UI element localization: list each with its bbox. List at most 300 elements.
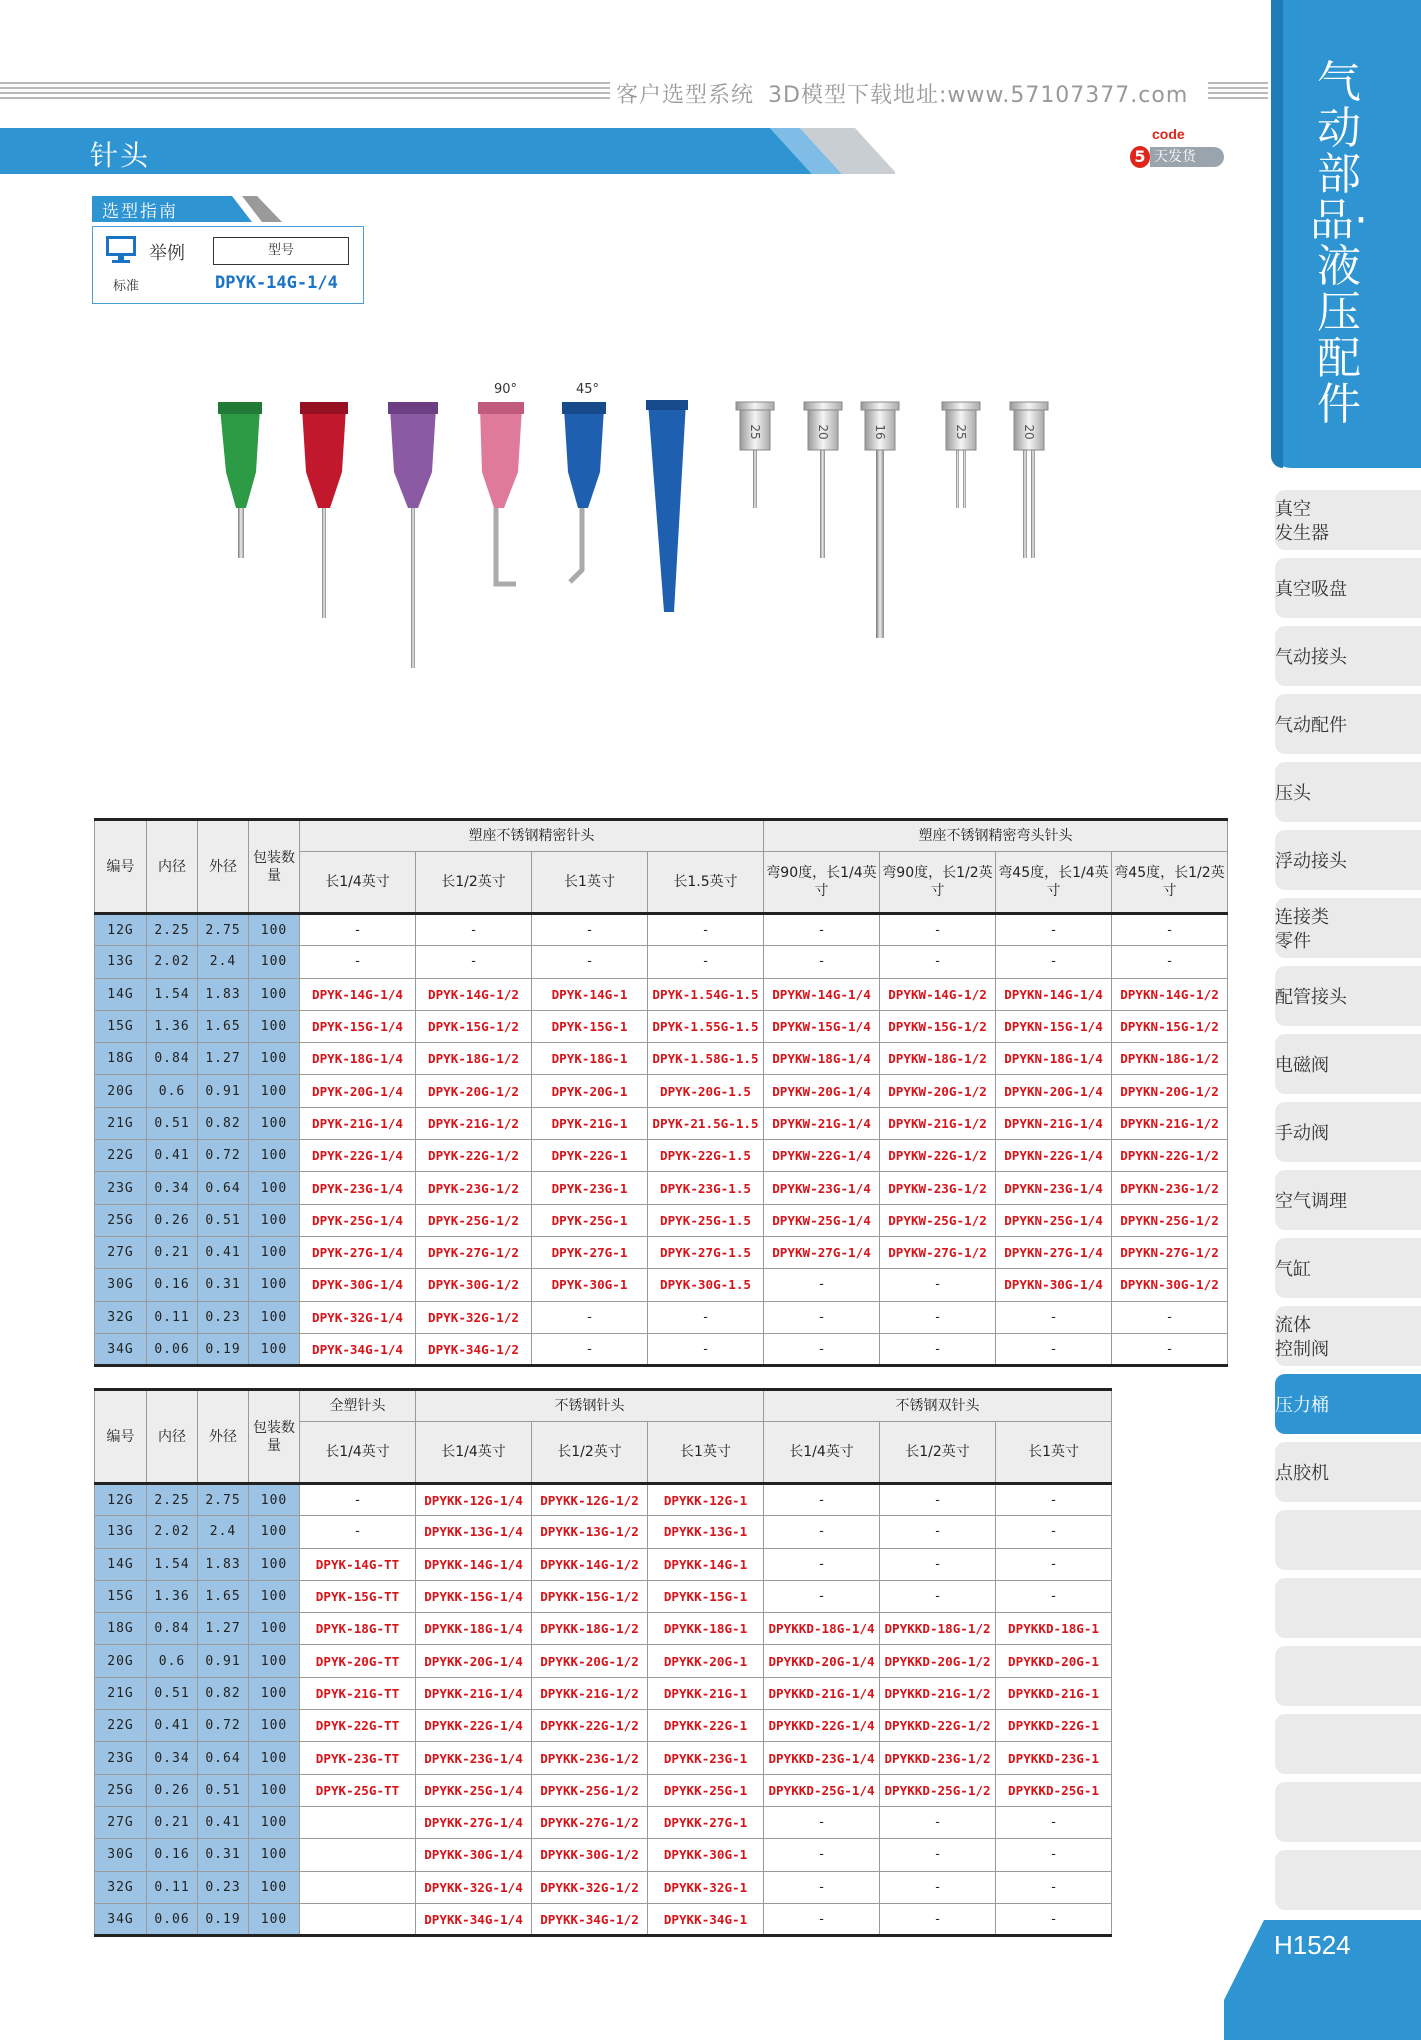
spec-cell: 0.41 bbox=[147, 1140, 198, 1172]
spec-cell: 100 bbox=[249, 1742, 300, 1774]
sidebar-item-label: 零件 bbox=[1275, 931, 1311, 952]
model-number-cell: DPYKK-18G-1/4 bbox=[416, 1613, 532, 1645]
model-number-cell: - bbox=[996, 1333, 1112, 1365]
model-number-cell: DPYKN-23G-1/4 bbox=[996, 1172, 1112, 1204]
sidebar-item-label: 电磁阀 bbox=[1275, 1055, 1329, 1076]
spec-cell: 100 bbox=[249, 978, 300, 1010]
model-number-cell: DPYKN-14G-1/4 bbox=[996, 978, 1112, 1010]
model-number-cell: - bbox=[880, 1301, 996, 1333]
col-length-5: 长1/2英寸 bbox=[880, 1422, 996, 1484]
model-number-cell: - bbox=[532, 946, 648, 978]
model-number-cell: DPYK-21.5G-1.5 bbox=[648, 1107, 764, 1139]
category-title-block bbox=[1271, 0, 1421, 468]
model-number-cell: - bbox=[996, 1516, 1112, 1548]
gauge-cell: 20G bbox=[95, 1645, 147, 1677]
model-number-cell: DPYK-25G-1/4 bbox=[300, 1204, 416, 1236]
sidebar-item-10[interactable] bbox=[1275, 1170, 1421, 1230]
model-number-cell: DPYKK-21G-1/4 bbox=[416, 1677, 532, 1709]
model-number-cell: DPYK-15G-TT bbox=[300, 1580, 416, 1612]
gauge-cell: 27G bbox=[95, 1806, 147, 1838]
category-title: 气动部品·液压配件 bbox=[1310, 57, 1368, 430]
spec-cell: 0.51 bbox=[198, 1774, 249, 1806]
model-number-cell: - bbox=[532, 1333, 648, 1365]
model-number-cell: DPYKKD-20G-1/2 bbox=[880, 1645, 996, 1677]
model-number-cell: - bbox=[880, 946, 996, 978]
gauge-cell: 15G bbox=[95, 1010, 147, 1042]
spec-cell: 1.54 bbox=[147, 1548, 198, 1580]
model-number-cell: - bbox=[996, 946, 1112, 978]
model-number-cell: DPYKK-21G-1/2 bbox=[532, 1677, 648, 1709]
model-number-cell: - bbox=[648, 1301, 764, 1333]
model-number-cell: DPYKK-23G-1 bbox=[648, 1742, 764, 1774]
gauge-cell: 23G bbox=[95, 1742, 147, 1774]
model-number-cell: DPYKK-27G-1/4 bbox=[416, 1806, 532, 1838]
model-number-cell: DPYK-22G-TT bbox=[300, 1710, 416, 1742]
sidebar-item-3[interactable] bbox=[1275, 694, 1421, 754]
sidebar-item-9[interactable] bbox=[1275, 1102, 1421, 1162]
sidebar-item-empty[interactable] bbox=[1275, 1578, 1421, 1638]
gauge-cell: 32G bbox=[95, 1301, 147, 1333]
model-number-cell: - bbox=[996, 1301, 1112, 1333]
model-number-cell: - bbox=[880, 1871, 996, 1903]
gauge-label: 25 bbox=[748, 424, 762, 440]
precision-needle-table bbox=[94, 818, 1228, 1367]
spec-cell: 0.51 bbox=[147, 1107, 198, 1139]
spec-cell: 0.82 bbox=[198, 1107, 249, 1139]
model-number-cell: DPYKKD-23G-1/2 bbox=[880, 1742, 996, 1774]
col-inner-diameter: 内径 bbox=[147, 1390, 198, 1484]
selection-system-label[interactable]: 客户选型系统 bbox=[616, 83, 755, 108]
model-number-cell: DPYKK-22G-1/4 bbox=[416, 1710, 532, 1742]
model-number-cell: DPYKKD-21G-1 bbox=[996, 1677, 1112, 1709]
model-number-cell: - bbox=[880, 1839, 996, 1871]
model-number-cell: DPYKK-22G-1/2 bbox=[532, 1710, 648, 1742]
spec-cell: 100 bbox=[249, 1204, 300, 1236]
model-number-cell: DPYKN-25G-1/4 bbox=[996, 1204, 1112, 1236]
model-number-cell: DPYK-14G-1/2 bbox=[416, 978, 532, 1010]
model-number-cell: DPYKK-34G-1/2 bbox=[532, 1903, 648, 1935]
steel-needle-16 bbox=[861, 402, 899, 638]
spec-cell: 0.41 bbox=[198, 1806, 249, 1838]
sidebar-item-5[interactable] bbox=[1275, 830, 1421, 890]
col-length-1: 长1/4英寸 bbox=[416, 1422, 532, 1484]
spec-cell: 100 bbox=[249, 1484, 300, 1516]
spec-cell: 100 bbox=[249, 1333, 300, 1365]
model-number-cell: DPYKK-22G-1 bbox=[648, 1710, 764, 1742]
table-row bbox=[95, 1871, 1112, 1903]
model-number-cell: DPYKW-27G-1/2 bbox=[880, 1236, 996, 1268]
model-number-cell: - bbox=[880, 1903, 996, 1935]
sidebar-item-8[interactable] bbox=[1275, 1034, 1421, 1094]
model-number-cell: DPYKKD-18G-1 bbox=[996, 1613, 1112, 1645]
spec-cell: 0.6 bbox=[147, 1645, 198, 1677]
model-number-cell: - bbox=[416, 946, 532, 978]
col-length-0: 长1/4英寸 bbox=[300, 1422, 416, 1484]
model-number-cell: - bbox=[300, 1516, 416, 1548]
gauge-cell: 22G bbox=[95, 1140, 147, 1172]
model-number-cell: DPYKK-27G-1 bbox=[648, 1806, 764, 1838]
gauge-cell: 25G bbox=[95, 1204, 147, 1236]
spec-cell: 100 bbox=[249, 1548, 300, 1580]
spec-cell: 0.16 bbox=[147, 1839, 198, 1871]
spec-cell: 1.36 bbox=[147, 1010, 198, 1042]
table-row bbox=[95, 1075, 1228, 1107]
model-number-cell: DPYKW-18G-1/2 bbox=[880, 1043, 996, 1075]
sidebar-item-empty[interactable] bbox=[1275, 1646, 1421, 1706]
model-number-cell: DPYKN-15G-1/4 bbox=[996, 1010, 1112, 1042]
model-number-cell: - bbox=[996, 1580, 1112, 1612]
gauge-cell: 15G bbox=[95, 1580, 147, 1612]
spec-cell: 0.11 bbox=[147, 1301, 198, 1333]
sidebar-item-label: 配管接头 bbox=[1275, 987, 1347, 1008]
model-number-cell: DPYKKD-22G-1 bbox=[996, 1710, 1112, 1742]
sidebar-item-label: 浮动接头 bbox=[1275, 851, 1347, 872]
model-number-cell: DPYKK-20G-1/4 bbox=[416, 1645, 532, 1677]
spec-cell: 100 bbox=[249, 1516, 300, 1548]
spec-cell: 2.25 bbox=[147, 1484, 198, 1516]
spec-cell: 0.26 bbox=[147, 1774, 198, 1806]
col-length-2: 长1/2英寸 bbox=[532, 1422, 648, 1484]
model-number-cell: DPYK-25G-TT bbox=[300, 1774, 416, 1806]
computer-icon bbox=[105, 235, 141, 265]
purple-needle bbox=[388, 402, 438, 668]
gauge-cell: 30G bbox=[95, 1839, 147, 1871]
model-number-cell: DPYKN-23G-1/2 bbox=[1112, 1172, 1228, 1204]
model-number-cell: - bbox=[996, 1548, 1112, 1580]
col-length-5: 弯90度，长1/2英寸 bbox=[880, 852, 996, 914]
model-number-cell: - bbox=[880, 1333, 996, 1365]
model-number-cell: - bbox=[1112, 946, 1228, 978]
model-number-cell: DPYKN-21G-1/2 bbox=[1112, 1107, 1228, 1139]
sidebar-item-label: 点胶机 bbox=[1275, 1463, 1329, 1484]
spec-cell: 100 bbox=[249, 1580, 300, 1612]
model-number-cell: DPYKW-20G-1/4 bbox=[764, 1075, 880, 1107]
model-number-cell: DPYK-18G-TT bbox=[300, 1613, 416, 1645]
spec-cell: 0.84 bbox=[147, 1043, 198, 1075]
model-number-cell: DPYK-20G-TT bbox=[300, 1645, 416, 1677]
model-number-cell: DPYK-14G-TT bbox=[300, 1548, 416, 1580]
spec-cell: 1.27 bbox=[198, 1613, 249, 1645]
gauge-cell: 18G bbox=[95, 1043, 147, 1075]
sidebar-item-empty[interactable] bbox=[1275, 1714, 1421, 1774]
model-number-cell: DPYKK-27G-1/2 bbox=[532, 1806, 648, 1838]
model-number-cell: DPYK-30G-1 bbox=[532, 1269, 648, 1301]
model-number-cell: - bbox=[764, 1580, 880, 1612]
model-number-cell: DPYK-23G-TT bbox=[300, 1742, 416, 1774]
spec-cell: 0.23 bbox=[198, 1301, 249, 1333]
spec-cell: 0.51 bbox=[198, 1204, 249, 1236]
model-number-cell: DPYKKD-22G-1/2 bbox=[880, 1710, 996, 1742]
model-number-cell: DPYKK-32G-1 bbox=[648, 1871, 764, 1903]
gauge-label: 20 bbox=[816, 424, 830, 440]
sidebar-item-label: 真空 bbox=[1275, 499, 1311, 520]
spec-cell: 100 bbox=[249, 1269, 300, 1301]
page-number-tab bbox=[1224, 1920, 1421, 2040]
model-number-cell: - bbox=[532, 914, 648, 946]
spec-cell: 0.19 bbox=[198, 1903, 249, 1935]
sidebar-item-14[interactable] bbox=[1275, 1442, 1421, 1502]
model-number-cell: DPYKK-12G-1/4 bbox=[416, 1484, 532, 1516]
model-number-cell: DPYKKD-18G-1/4 bbox=[764, 1613, 880, 1645]
spec-cell: 100 bbox=[249, 1043, 300, 1075]
spec-cell: 0.64 bbox=[198, 1172, 249, 1204]
model-number-cell: DPYKKD-20G-1 bbox=[996, 1645, 1112, 1677]
model-number-cell: DPYK-25G-1 bbox=[532, 1204, 648, 1236]
spec-cell: 0.82 bbox=[198, 1677, 249, 1709]
model-number-cell: DPYKN-14G-1/2 bbox=[1112, 978, 1228, 1010]
spec-cell: 2.02 bbox=[147, 946, 198, 978]
model-number-cell: DPYK-21G-1/2 bbox=[416, 1107, 532, 1139]
model-number-cell: DPYK-27G-1.5 bbox=[648, 1236, 764, 1268]
model-number-cell: DPYK-20G-1 bbox=[532, 1075, 648, 1107]
spec-cell: 100 bbox=[249, 1871, 300, 1903]
spec-cell: 0.72 bbox=[198, 1710, 249, 1742]
model-number-cell: DPYK-15G-1/2 bbox=[416, 1010, 532, 1042]
model-number-cell: DPYK-1.54G-1.5 bbox=[648, 978, 764, 1010]
sidebar-item-label: 空气调理 bbox=[1275, 1191, 1347, 1212]
table-row bbox=[95, 1301, 1228, 1333]
model-number-cell: DPYKK-20G-1/2 bbox=[532, 1645, 648, 1677]
model-number-cell: DPYK-15G-1/4 bbox=[300, 1010, 416, 1042]
selection-guide-label: 选型指南 bbox=[102, 202, 178, 222]
spec-cell: 2.4 bbox=[198, 946, 249, 978]
spec-cell: 0.26 bbox=[147, 1204, 198, 1236]
spec-cell: 0.41 bbox=[198, 1236, 249, 1268]
model-number-cell: DPYKW-15G-1/4 bbox=[764, 1010, 880, 1042]
model-number-cell: DPYKKD-25G-1 bbox=[996, 1774, 1112, 1806]
model-number-cell: - bbox=[996, 1903, 1112, 1935]
table-row bbox=[95, 1516, 1112, 1548]
model-number-cell: - bbox=[300, 946, 416, 978]
table-row bbox=[95, 1806, 1112, 1838]
model-number-cell: DPYKK-34G-1 bbox=[648, 1903, 764, 1935]
page-number: H1524 bbox=[1274, 1930, 1351, 1960]
spec-cell: 0.64 bbox=[198, 1742, 249, 1774]
gauge-cell: 13G bbox=[95, 1516, 147, 1548]
model-number-cell: DPYKK-32G-1/4 bbox=[416, 1871, 532, 1903]
table-row bbox=[95, 1010, 1228, 1042]
model-number-cell: DPYKK-21G-1 bbox=[648, 1677, 764, 1709]
col-pack-qty: 包装数量 bbox=[249, 820, 300, 914]
model-number-cell: - bbox=[300, 1484, 416, 1516]
model-number-cell: DPYKW-22G-1/4 bbox=[764, 1140, 880, 1172]
sidebar-item-11[interactable] bbox=[1275, 1238, 1421, 1298]
model-number-cell: DPYKN-30G-1/2 bbox=[1112, 1269, 1228, 1301]
model-number-cell: DPYKN-27G-1/4 bbox=[996, 1236, 1112, 1268]
model-number-cell: DPYKN-25G-1/2 bbox=[1112, 1204, 1228, 1236]
pink-needle-90deg bbox=[478, 402, 524, 584]
spec-cell: 2.25 bbox=[147, 914, 198, 946]
model-number-cell: DPYKK-18G-1 bbox=[648, 1613, 764, 1645]
table-row bbox=[95, 1613, 1112, 1645]
model-number-cell: - bbox=[880, 1269, 996, 1301]
steel-needle-25 bbox=[736, 402, 774, 508]
model-number-cell: - bbox=[880, 1548, 996, 1580]
spec-cell: 1.65 bbox=[198, 1580, 249, 1612]
spec-cell: 0.72 bbox=[198, 1140, 249, 1172]
table-row bbox=[95, 1484, 1112, 1516]
model-number-cell: DPYKW-22G-1/2 bbox=[880, 1140, 996, 1172]
steel-needle-20 bbox=[804, 402, 842, 558]
sidebar-item-empty[interactable] bbox=[1275, 1850, 1421, 1910]
col-length-2: 长1英寸 bbox=[532, 852, 648, 914]
col-length-1: 长1/2英寸 bbox=[416, 852, 532, 914]
spec-cell: 2.4 bbox=[198, 1516, 249, 1548]
model-number-cell: DPYK-30G-1/2 bbox=[416, 1269, 532, 1301]
model-number-cell: DPYK-14G-1/4 bbox=[300, 978, 416, 1010]
spec-cell: 1.54 bbox=[147, 978, 198, 1010]
model-number-cell: DPYKK-30G-1/4 bbox=[416, 1839, 532, 1871]
model-number-cell: - bbox=[648, 1333, 764, 1365]
model-number-cell: DPYKK-14G-1/4 bbox=[416, 1548, 532, 1580]
model-number-cell: DPYK-22G-1.5 bbox=[648, 1140, 764, 1172]
spec-cell: 2.75 bbox=[198, 914, 249, 946]
spec-cell: 0.06 bbox=[147, 1903, 198, 1935]
model-number-cell: DPYKW-21G-1/4 bbox=[764, 1107, 880, 1139]
spec-cell: 2.02 bbox=[147, 1516, 198, 1548]
model-number-cell: DPYKN-15G-1/2 bbox=[1112, 1010, 1228, 1042]
model-number-cell: DPYKW-25G-1/2 bbox=[880, 1204, 996, 1236]
spec-cell: 0.31 bbox=[198, 1269, 249, 1301]
standard-label: 标准 bbox=[113, 279, 140, 294]
gauge-cell: 12G bbox=[95, 1484, 147, 1516]
model-number-cell: DPYKN-21G-1/4 bbox=[996, 1107, 1112, 1139]
model-number-cell: - bbox=[764, 946, 880, 978]
model-number-cell: - bbox=[764, 1903, 880, 1935]
blue-needle-45deg bbox=[562, 402, 606, 582]
spec-cell: 0.21 bbox=[147, 1806, 198, 1838]
col-length-6: 弯45度，长1/4英寸 bbox=[996, 852, 1112, 914]
model-number-cell: - bbox=[880, 1580, 996, 1612]
sidebar-item-label: 气缸 bbox=[1275, 1259, 1311, 1280]
site-banner bbox=[610, 78, 1208, 109]
model-number-cell: DPYKW-20G-1/2 bbox=[880, 1075, 996, 1107]
gauge-cell: 34G bbox=[95, 1333, 147, 1365]
model-number-cell: DPYK-30G-1/4 bbox=[300, 1269, 416, 1301]
model-number-cell: DPYK-20G-1/2 bbox=[416, 1075, 532, 1107]
spec-cell: 100 bbox=[249, 1806, 300, 1838]
sidebar-item-label: 流体 bbox=[1275, 1315, 1311, 1336]
table-row bbox=[95, 1269, 1228, 1301]
sidebar-item-4[interactable] bbox=[1275, 762, 1421, 822]
model-number-cell: DPYKW-15G-1/2 bbox=[880, 1010, 996, 1042]
spec-cell: 1.83 bbox=[198, 978, 249, 1010]
table-row bbox=[95, 1172, 1228, 1204]
sidebar-item-2[interactable] bbox=[1275, 626, 1421, 686]
model-number-cell: - bbox=[648, 946, 764, 978]
model-number-cell: - bbox=[764, 914, 880, 946]
spec-cell: 2.75 bbox=[198, 1484, 249, 1516]
col-outer-diameter: 外径 bbox=[198, 1390, 249, 1484]
model-number-cell: DPYK-23G-1/2 bbox=[416, 1172, 532, 1204]
spec-cell: 0.6 bbox=[147, 1075, 198, 1107]
table-row bbox=[95, 978, 1228, 1010]
sidebar-item-6[interactable] bbox=[1275, 898, 1421, 958]
model-number-cell: - bbox=[1112, 1301, 1228, 1333]
model-number-cell: DPYK-34G-1/2 bbox=[416, 1333, 532, 1365]
model-number-cell: DPYKK-32G-1/2 bbox=[532, 1871, 648, 1903]
model-number-cell bbox=[300, 1871, 416, 1903]
model-number-cell: DPYKKD-22G-1/4 bbox=[764, 1710, 880, 1742]
sidebar-item-7[interactable] bbox=[1275, 966, 1421, 1026]
page-title: 针头 bbox=[90, 139, 151, 172]
model-number-cell: DPYK-27G-1 bbox=[532, 1236, 648, 1268]
sidebar-item-1[interactable] bbox=[1275, 558, 1421, 618]
model-number-cell: - bbox=[532, 1301, 648, 1333]
group-stainless: 不锈钢针头 bbox=[416, 1390, 764, 1422]
model-number-cell: DPYKN-27G-1/2 bbox=[1112, 1236, 1228, 1268]
sidebar-item-0[interactable] bbox=[1275, 490, 1421, 550]
model-number-cell: DPYKK-23G-1/2 bbox=[532, 1742, 648, 1774]
table-row bbox=[95, 1710, 1112, 1742]
model-number-cell: DPYKK-15G-1/2 bbox=[532, 1580, 648, 1612]
spec-cell: 100 bbox=[249, 914, 300, 946]
table-row bbox=[95, 1645, 1112, 1677]
sidebar-item-label: 气动配件 bbox=[1275, 715, 1347, 736]
gauge-cell: 14G bbox=[95, 1548, 147, 1580]
model-number-cell: DPYK-14G-1 bbox=[532, 978, 648, 1010]
table-row bbox=[95, 1333, 1228, 1365]
model-number-cell: DPYKK-25G-1/2 bbox=[532, 1774, 648, 1806]
table-row bbox=[95, 1774, 1112, 1806]
model-number-cell: DPYKK-34G-1/4 bbox=[416, 1903, 532, 1935]
model-number-cell: - bbox=[996, 1806, 1112, 1838]
model-number-cell bbox=[300, 1806, 416, 1838]
model-number-cell: DPYKN-20G-1/2 bbox=[1112, 1075, 1228, 1107]
model-number-cell: DPYK-20G-1/4 bbox=[300, 1075, 416, 1107]
spec-cell: 0.91 bbox=[198, 1645, 249, 1677]
badge-number: 5 bbox=[1130, 146, 1150, 168]
model-number-cell: - bbox=[648, 914, 764, 946]
sidebar-item-13[interactable] bbox=[1275, 1374, 1421, 1434]
table-row bbox=[95, 946, 1228, 978]
spec-cell: 0.19 bbox=[198, 1333, 249, 1365]
model-number-cell: DPYK-1.58G-1.5 bbox=[648, 1043, 764, 1075]
example-box bbox=[92, 226, 364, 304]
spec-cell: 0.51 bbox=[147, 1677, 198, 1709]
sidebar-item-empty[interactable] bbox=[1275, 1782, 1421, 1842]
model-number-cell: DPYKN-22G-1/2 bbox=[1112, 1140, 1228, 1172]
model-number-cell: DPYKKD-23G-1 bbox=[996, 1742, 1112, 1774]
sidebar-item-label: 手动阀 bbox=[1275, 1123, 1329, 1144]
col-pack-qty: 包装数量 bbox=[249, 1390, 300, 1484]
col-length-3: 长1.5英寸 bbox=[648, 852, 764, 914]
model-number-cell: DPYKKD-21G-1/2 bbox=[880, 1677, 996, 1709]
model-number-cell: - bbox=[764, 1484, 880, 1516]
model-number-cell: DPYK-22G-1/2 bbox=[416, 1140, 532, 1172]
gauge-label: 25 bbox=[954, 424, 968, 440]
model-number-cell: DPYKKD-25G-1/2 bbox=[880, 1774, 996, 1806]
table-row bbox=[95, 1548, 1112, 1580]
spec-cell: 1.83 bbox=[198, 1548, 249, 1580]
download-url[interactable]: 3D模型下载地址:www.57107377.com bbox=[768, 83, 1189, 108]
sidebar-item-empty[interactable] bbox=[1275, 1510, 1421, 1570]
model-number-cell: DPYKW-27G-1/4 bbox=[764, 1236, 880, 1268]
spec-cell: 100 bbox=[249, 1236, 300, 1268]
model-number-cell: - bbox=[1112, 914, 1228, 946]
sidebar-item-12[interactable] bbox=[1275, 1306, 1421, 1366]
sidebar-item-label: 压力桶 bbox=[1275, 1395, 1329, 1416]
gauge-cell: 12G bbox=[95, 914, 147, 946]
col-length-3: 长1英寸 bbox=[648, 1422, 764, 1484]
spec-cell: 0.21 bbox=[147, 1236, 198, 1268]
model-header: 型号 bbox=[213, 237, 349, 265]
model-number-cell: - bbox=[996, 914, 1112, 946]
model-number-cell: - bbox=[300, 914, 416, 946]
gauge-label: 20 bbox=[1022, 424, 1036, 440]
model-number-cell: DPYKKD-21G-1/4 bbox=[764, 1677, 880, 1709]
model-number-cell: DPYK-25G-1/2 bbox=[416, 1204, 532, 1236]
